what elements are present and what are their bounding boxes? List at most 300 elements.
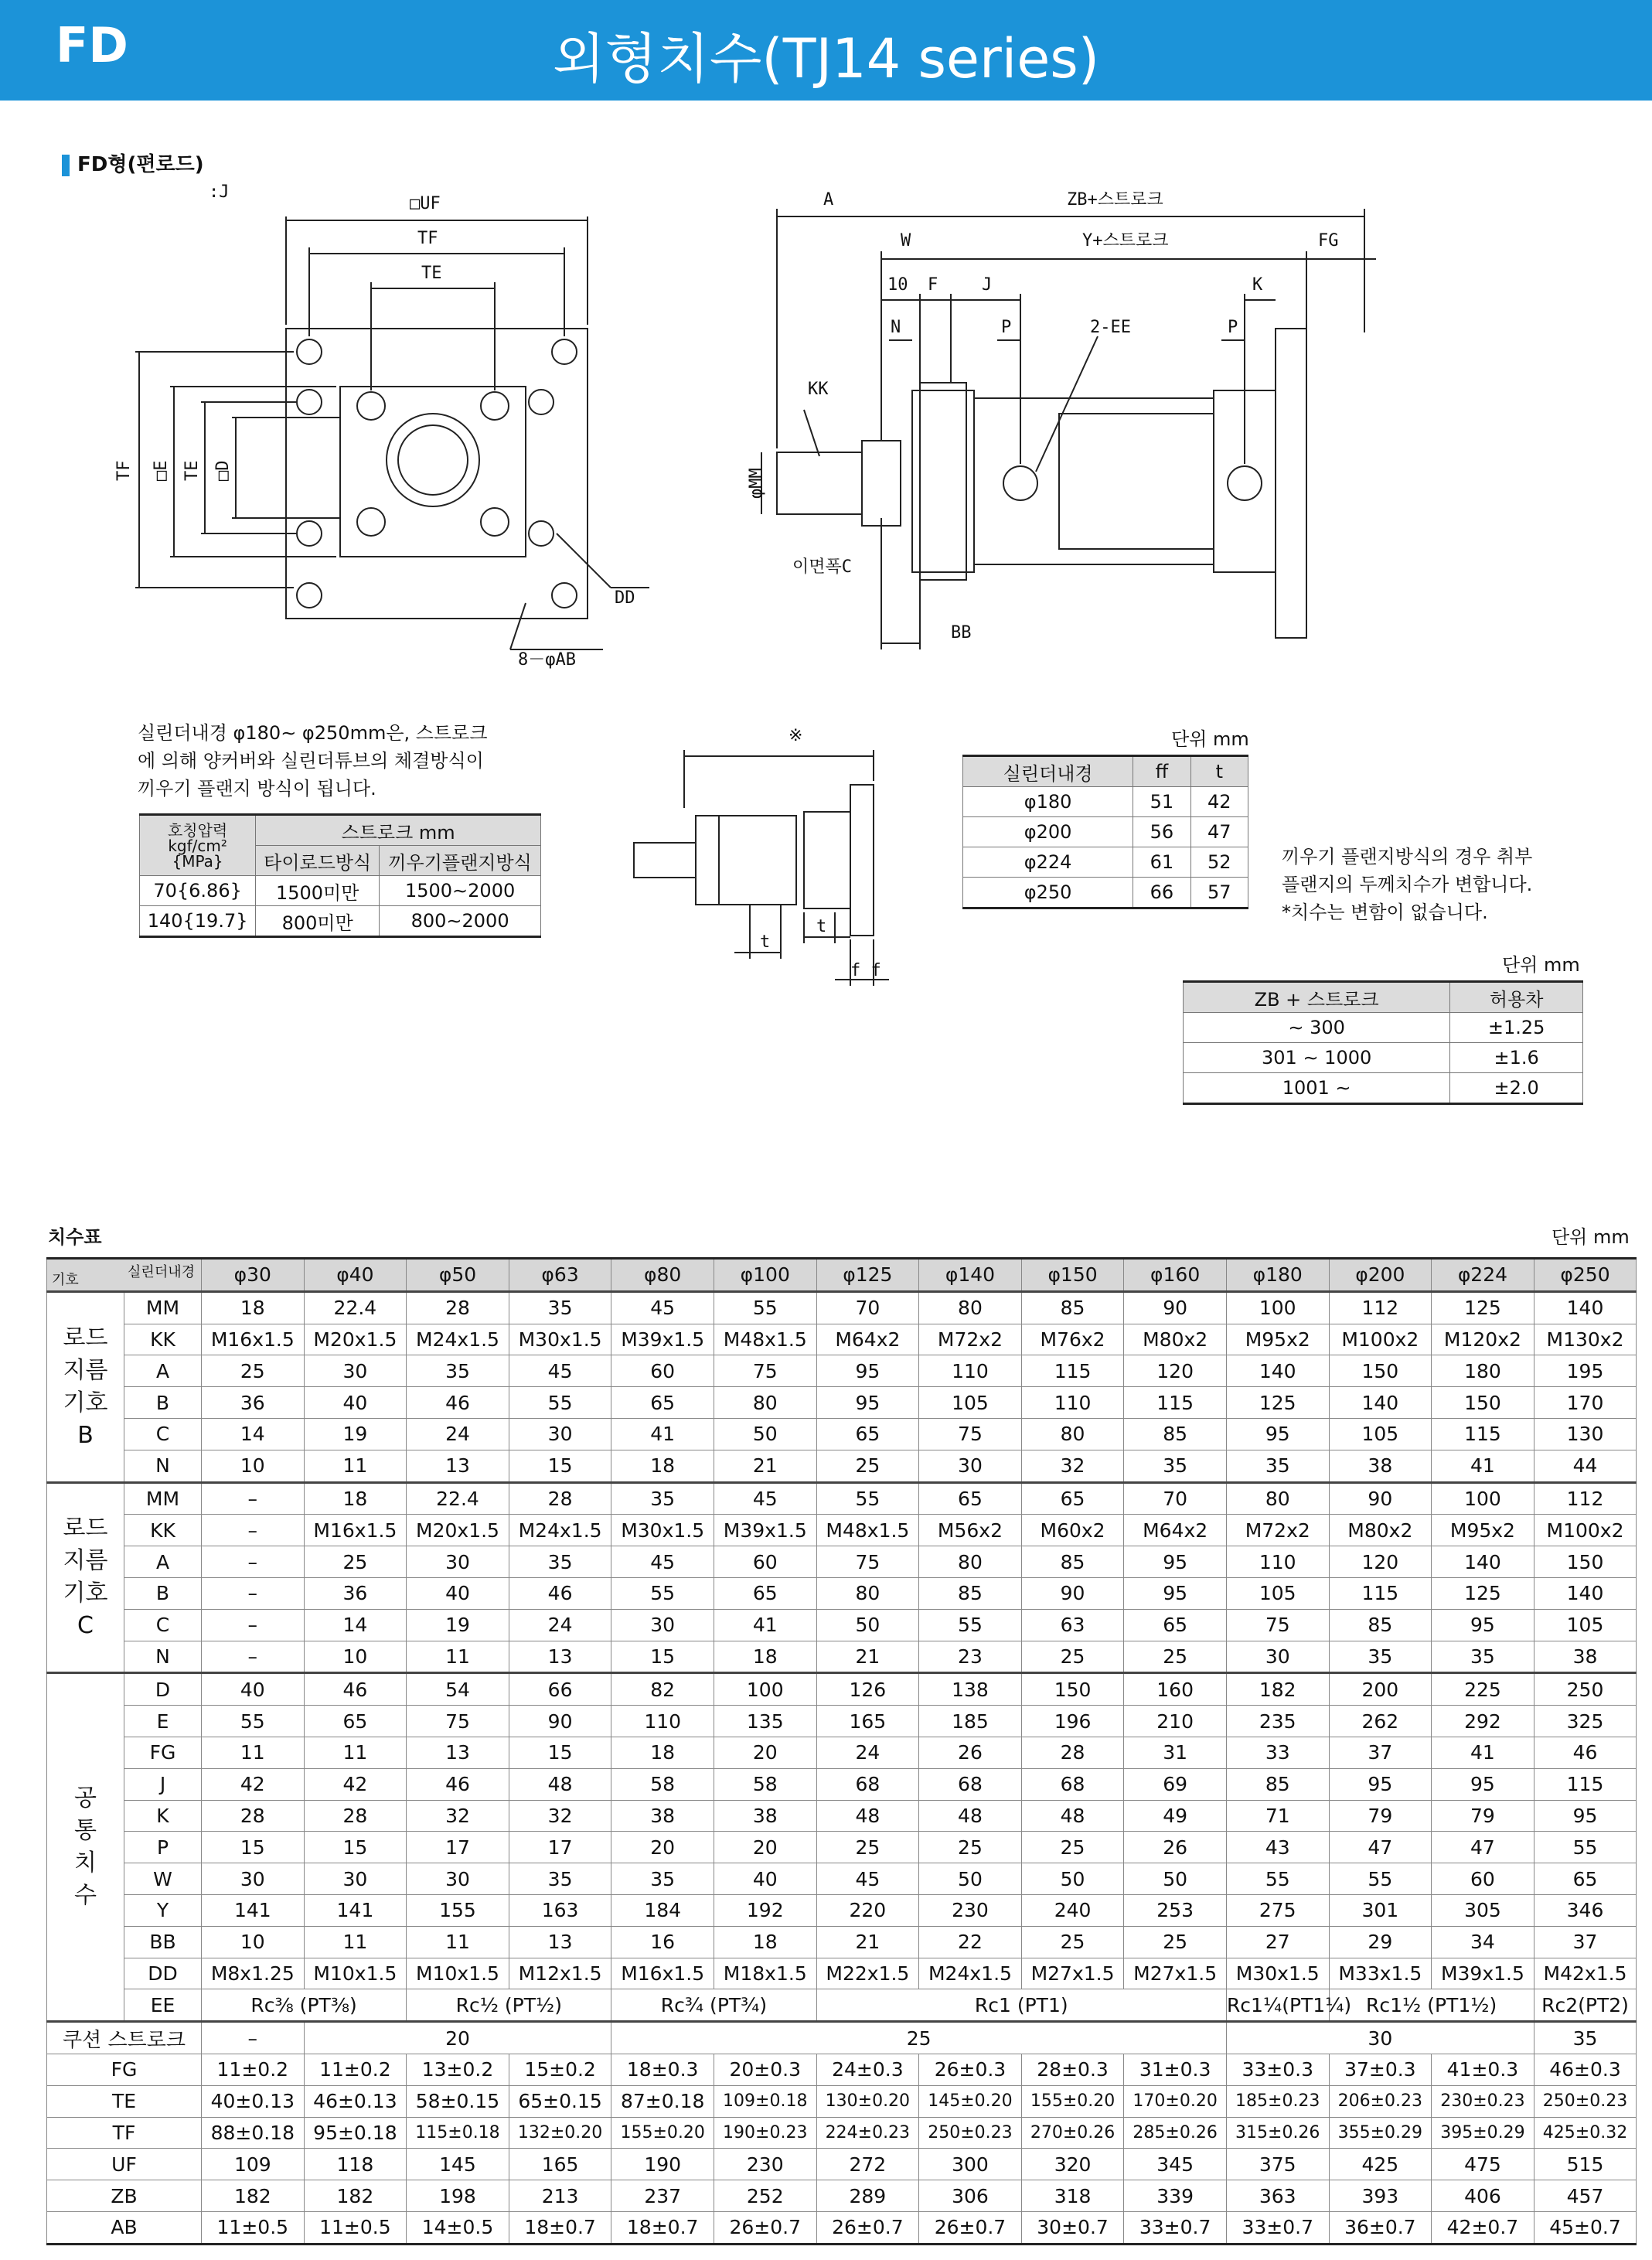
table-cell: 198 — [407, 2180, 509, 2212]
table-row — [47, 1958, 1637, 1989]
table-cell: M120x2 — [1432, 1324, 1534, 1355]
table-cell: Rc1 (PT1) — [816, 1989, 1226, 2022]
table-cell: 120 — [1329, 1546, 1432, 1578]
table-cell: 75 — [816, 1546, 919, 1578]
table-cell: φ224 — [963, 847, 1133, 878]
symbol-cell: P — [124, 1832, 202, 1863]
series-code: FD — [56, 17, 128, 73]
table-cell: 58 — [611, 1768, 714, 1800]
pressure-header-line: {MPa} — [172, 851, 223, 871]
table-cell: 42 — [202, 1768, 305, 1800]
table-cell: 38 — [714, 1800, 816, 1832]
table-cell: M72x2 — [919, 1324, 1022, 1355]
table-cell: 26 — [1124, 1832, 1227, 1863]
table-cell: 29 — [1329, 1926, 1432, 1958]
label-uf: □UF — [410, 194, 441, 213]
table-cell: 185 — [919, 1706, 1022, 1737]
table-cell: 95 — [1124, 1546, 1227, 1578]
label-fg: FG — [1318, 231, 1339, 251]
table-cell: M95x2 — [1226, 1324, 1329, 1355]
table-row — [47, 1894, 1637, 1926]
table-cell: 90 — [509, 1706, 611, 1737]
symbol-cell: C — [124, 1418, 202, 1450]
table-row — [47, 2149, 1637, 2180]
symbol-cell: D — [124, 1673, 202, 1706]
table-cell: 82 — [611, 1673, 714, 1706]
table-cell: 225 — [1432, 1673, 1534, 1706]
table-cell: 28 — [407, 1291, 509, 1324]
table-cell: ±1.25 — [1450, 1013, 1583, 1043]
bore-header: φ160 — [1124, 1259, 1227, 1292]
table-header: ZB + 스트로크 — [1184, 982, 1450, 1013]
table-row — [47, 1609, 1637, 1641]
symbol-cell: Y — [124, 1894, 202, 1926]
table-cell: M100x2 — [1534, 1515, 1637, 1546]
symbol-cell: AB — [47, 2211, 202, 2244]
table-cell: 112 — [1534, 1482, 1637, 1515]
table-cell: 25 — [1021, 1641, 1124, 1673]
label-p2: P — [1228, 318, 1238, 337]
table-cell: 318 — [1021, 2180, 1124, 2212]
table-cell: 60 — [1432, 1863, 1534, 1895]
table-cell: 85 — [1226, 1768, 1329, 1800]
table-cell: 395±0.29 — [1432, 2117, 1534, 2149]
symbol-cell: KK — [124, 1515, 202, 1546]
zb-tolerance-table — [1183, 980, 1583, 1105]
table-row — [47, 1482, 1637, 1515]
table-cell: 38 — [1534, 1641, 1637, 1673]
table-row — [47, 1926, 1637, 1958]
table-cell: 250±0.23 — [919, 2117, 1022, 2149]
table-cell: 1500미만 — [256, 876, 380, 906]
table-cell: 14 — [202, 1418, 305, 1450]
table-cell: 301 ∼ 1000 — [1184, 1043, 1450, 1073]
table-cell: 170 — [1534, 1387, 1637, 1419]
table-cell: M20x1.5 — [304, 1324, 407, 1355]
table-row — [47, 1989, 1637, 2022]
table-cell: 145±0.20 — [919, 2085, 1022, 2117]
table-row — [47, 2054, 1637, 2085]
table-cell: 36 — [304, 1577, 407, 1609]
table-header: ff — [1133, 756, 1190, 787]
table-cell: 65 — [919, 1482, 1022, 1515]
table-cell: 70 — [1124, 1482, 1227, 1515]
table-row — [47, 1863, 1637, 1895]
table-cell: 45 — [816, 1863, 919, 1895]
table-row — [47, 2211, 1637, 2244]
table-cell: 15±0.2 — [509, 2054, 611, 2085]
table-cell: 37 — [1534, 1926, 1637, 1958]
table-row — [47, 2085, 1637, 2117]
table-cell: 40 — [202, 1673, 305, 1706]
table-cell: 10 — [202, 1450, 305, 1482]
label-j: J — [982, 275, 993, 295]
bore-header: φ40 — [304, 1259, 407, 1292]
table-cell: – — [202, 1577, 305, 1609]
table-cell: 28±0.3 — [1021, 2054, 1124, 2085]
table-cell: 20 — [714, 1832, 816, 1863]
group-label — [47, 1482, 124, 1673]
table-cell: 130 — [1534, 1418, 1637, 1450]
table-cell: M72x2 — [1226, 1515, 1329, 1546]
table-cell: 60 — [611, 1355, 714, 1387]
symbol-cell: E — [124, 1706, 202, 1737]
table-cell: 301 — [1329, 1894, 1432, 1926]
table-cell: 375 — [1226, 2149, 1329, 2180]
table-cell: 60 — [714, 1546, 816, 1578]
table-cell: M48x1.5 — [816, 1515, 919, 1546]
table-cell: 475 — [1432, 2149, 1534, 2180]
table-cell: M39x1.5 — [1432, 1958, 1534, 1989]
table-cell: 54 — [407, 1673, 509, 1706]
mark-symbol: ※ — [789, 726, 803, 745]
table-cell: 95 — [1432, 1609, 1534, 1641]
table-cell: M16x1.5 — [304, 1515, 407, 1546]
table-cell: 15 — [304, 1832, 407, 1863]
table-cell: 11±0.2 — [304, 2054, 407, 2085]
group-label-line: 수 — [74, 1882, 97, 1910]
table-cell: 213 — [509, 2180, 611, 2212]
table-cell: 88±0.18 — [202, 2117, 305, 2149]
table-cell: 30 — [1226, 2022, 1534, 2054]
section-title — [62, 148, 204, 177]
table-cell: 210 — [1124, 1706, 1227, 1737]
table-cell: 85 — [1021, 1546, 1124, 1578]
note2-line: 끼우기 플랜지방식의 경우 취부 — [1282, 846, 1533, 868]
corner-header — [47, 1259, 202, 1292]
table-cell: 79 — [1329, 1800, 1432, 1832]
table-cell: 289 — [816, 2180, 919, 2212]
table-cell: 170±0.20 — [1124, 2085, 1227, 2117]
table-cell: 346 — [1534, 1894, 1637, 1926]
table-cell: 30±0.7 — [1021, 2211, 1124, 2244]
table-cell: 75 — [714, 1355, 816, 1387]
symbol-cell: ZB — [47, 2180, 202, 2212]
table-cell: 145 — [407, 2149, 509, 2180]
table-cell: M20x1.5 — [407, 1515, 509, 1546]
table-row — [47, 1355, 1637, 1387]
table-cell: 18 — [202, 1291, 305, 1324]
table-row — [47, 1546, 1637, 1578]
table-cell: 80 — [1021, 1418, 1124, 1450]
table-row — [963, 847, 1248, 878]
dim-table-title: 치수표 — [48, 1226, 102, 1248]
table-cell: 71 — [1226, 1800, 1329, 1832]
table-cell: 58 — [714, 1768, 816, 1800]
symbol-cell: FG — [124, 1737, 202, 1768]
table-cell: 305 — [1432, 1894, 1534, 1926]
table-cell: 16 — [611, 1926, 714, 1958]
table-cell: 150 — [1329, 1355, 1432, 1387]
group-label — [47, 1291, 124, 1482]
table-cell: 70 — [816, 1291, 919, 1324]
table-cell: 40 — [714, 1863, 816, 1895]
table-cell: 105 — [919, 1387, 1022, 1419]
table-row — [47, 2117, 1637, 2149]
table-cell: 34 — [1432, 1926, 1534, 1958]
symbol-cell: B — [124, 1577, 202, 1609]
table-cell: – — [202, 1609, 305, 1641]
table-cell: 85 — [1124, 1418, 1227, 1450]
table-cell: 35 — [1124, 1450, 1227, 1482]
table-cell: M76x2 — [1021, 1324, 1124, 1355]
table-cell: 35 — [1226, 1450, 1329, 1482]
table-cell: 20 — [611, 1832, 714, 1863]
table-cell: 26±0.3 — [919, 2054, 1022, 2085]
section-title-text: FD형(편로드) — [77, 153, 204, 176]
table-cell: 48 — [816, 1800, 919, 1832]
table-cell: 31±0.3 — [1124, 2054, 1227, 2085]
table-cell: – — [202, 1515, 305, 1546]
table-cell: 252 — [714, 2180, 816, 2212]
table-cell: 32 — [1021, 1450, 1124, 1482]
table-cell: 65 — [1534, 1863, 1637, 1895]
table-cell: 35 — [407, 1355, 509, 1387]
table-cell: 33±0.7 — [1226, 2211, 1329, 2244]
table-cell: 13 — [509, 1926, 611, 1958]
tie-rod-header: 타이로드방식 — [256, 846, 380, 876]
label-zb: ZB+스트로크 — [1067, 190, 1163, 210]
table-cell: 95 — [1226, 1418, 1329, 1450]
table-cell: 292 — [1432, 1706, 1534, 1737]
symbol-cell: MM — [124, 1482, 202, 1515]
label-c: 이면폭C — [792, 557, 853, 577]
table-row — [47, 1832, 1637, 1863]
table-cell: 21 — [816, 1926, 919, 1958]
table-cell: 18 — [611, 1737, 714, 1768]
label-ee: 2-EE — [1090, 318, 1131, 337]
table-row — [47, 1706, 1637, 1737]
table-cell: 11 — [407, 1926, 509, 1958]
table-cell: 41 — [714, 1609, 816, 1641]
symbol-cell: TE — [47, 2085, 202, 2117]
table-cell: 55 — [509, 1387, 611, 1419]
pressure-header-line: 호칭압력 — [167, 820, 228, 840]
table-cell: 46 — [304, 1673, 407, 1706]
table-cell: 85 — [919, 1577, 1022, 1609]
symbol-cell: A — [124, 1546, 202, 1578]
bore-header: φ100 — [714, 1259, 816, 1292]
table-cell: M60x2 — [1021, 1515, 1124, 1546]
table-cell: 61 — [1133, 847, 1190, 878]
table-cell: 15 — [509, 1737, 611, 1768]
table-cell: 150 — [1021, 1673, 1124, 1706]
table-cell: 15 — [509, 1450, 611, 1482]
table-cell: 95 — [816, 1355, 919, 1387]
table-cell: 65 — [1021, 1482, 1124, 1515]
table-cell: 57 — [1190, 878, 1248, 908]
table-cell: 105 — [1226, 1577, 1329, 1609]
table-cell: Rc⅜ (PT⅜) — [202, 1989, 407, 2022]
table-cell: 24 — [407, 1418, 509, 1450]
table-cell: M27x1.5 — [1124, 1958, 1227, 1989]
table-cell: 41 — [1432, 1450, 1534, 1482]
table-cell: 115 — [1534, 1768, 1637, 1800]
table-cell: M24x1.5 — [407, 1324, 509, 1355]
table-cell: 140 — [1432, 1546, 1534, 1578]
symbol-cell: C — [124, 1609, 202, 1641]
table-cell: 230±0.23 — [1432, 2085, 1534, 2117]
table-cell: 30 — [509, 1418, 611, 1450]
table-cell: 18±0.7 — [509, 2211, 611, 2244]
table-cell: 406 — [1432, 2180, 1534, 2212]
table-cell: 95 — [816, 1387, 919, 1419]
group-label-line: 통 — [74, 1817, 97, 1845]
table-cell: 125 — [1432, 1577, 1534, 1609]
table-cell: 55 — [714, 1291, 816, 1324]
table-cell: 140 — [1534, 1577, 1637, 1609]
table-cell: 32 — [407, 1800, 509, 1832]
group-label-line: 공 — [74, 1784, 97, 1812]
label-tf: TF — [417, 229, 438, 248]
group-label-line: 기호 — [63, 1580, 108, 1607]
table-cell: 109±0.18 — [714, 2085, 816, 2117]
table-cell: 55 — [202, 1706, 305, 1737]
table-cell: 140{19.7} — [140, 906, 256, 937]
table-cell: 393 — [1329, 2180, 1432, 2212]
table-cell: 85 — [1329, 1609, 1432, 1641]
table-row — [140, 906, 541, 937]
side-view-drawing — [696, 186, 1438, 657]
table-cell: 13 — [407, 1737, 509, 1768]
group-label-line: 로드 — [63, 1515, 108, 1542]
table-cell: 800미만 — [256, 906, 380, 937]
table-cell: 25 — [1021, 1832, 1124, 1863]
table-cell: 320 — [1021, 2149, 1124, 2180]
table-cell: M10x1.5 — [407, 1958, 509, 1989]
table-cell: 180 — [1432, 1355, 1534, 1387]
table-header: 실린더내경 — [963, 756, 1133, 787]
symbol-cell: UF — [47, 2149, 202, 2180]
flange-thickness-table — [962, 755, 1248, 909]
table-cell: M64x2 — [816, 1324, 919, 1355]
table-row — [47, 1641, 1637, 1673]
table-cell: 26±0.7 — [919, 2211, 1022, 2244]
table-cell: 36 — [202, 1387, 305, 1419]
symbol-cell: MM — [124, 1291, 202, 1324]
table-cell: 55 — [919, 1609, 1022, 1641]
table-cell: 17 — [407, 1832, 509, 1863]
table-cell: 25 — [919, 1832, 1022, 1863]
bore-header: φ180 — [1226, 1259, 1329, 1292]
table-cell: 65±0.15 — [509, 2085, 611, 2117]
page-header — [0, 0, 1652, 101]
table-cell: 15 — [611, 1641, 714, 1673]
table-cell: 27 — [1226, 1926, 1329, 1958]
table-cell: 253 — [1124, 1894, 1227, 1926]
section-bar — [62, 155, 70, 176]
table-cell: – — [202, 1641, 305, 1673]
group-label-line: 로드 — [63, 1324, 108, 1352]
table-cell: 140 — [1226, 1355, 1329, 1387]
table-cell: 10 — [304, 1641, 407, 1673]
table-cell: M56x2 — [919, 1515, 1022, 1546]
table-cell: 28 — [304, 1800, 407, 1832]
table-cell: 25 — [1021, 1926, 1124, 1958]
table-cell: 24 — [816, 1737, 919, 1768]
note1-line: 에 의해 양커버와 실린더튜브의 체결방식이 — [138, 750, 484, 772]
symbol-cell: BB — [124, 1926, 202, 1958]
group-label-line: 치 — [74, 1849, 97, 1877]
table-cell: 79 — [1432, 1800, 1534, 1832]
table-cell: 100 — [1432, 1482, 1534, 1515]
table-cell: 125 — [1432, 1291, 1534, 1324]
table-cell: 65 — [611, 1387, 714, 1419]
table-cell: 69 — [1124, 1768, 1227, 1800]
label-e-vertical: □E — [152, 460, 171, 481]
table-cell: φ250 — [963, 878, 1133, 908]
table-cell: 25 — [1124, 1926, 1227, 1958]
pressure-header-line: kgf/cm² — [168, 836, 227, 855]
dimension-table — [46, 1257, 1637, 2245]
bore-header: φ150 — [1021, 1259, 1124, 1292]
table-cell: 306 — [919, 2180, 1022, 2212]
table-cell: ±2.0 — [1450, 1073, 1583, 1104]
table-cell: 115 — [1329, 1577, 1432, 1609]
corner-symbol-label: 기호 — [52, 1271, 79, 1288]
table-cell: 95 — [1329, 1768, 1432, 1800]
table-cell: 19 — [304, 1418, 407, 1450]
table-cell: 50 — [714, 1418, 816, 1450]
table-cell: 70{6.86} — [140, 876, 256, 906]
table-cell: 11 — [304, 1737, 407, 1768]
table-cell: 50 — [1124, 1863, 1227, 1895]
table-cell: 28 — [509, 1482, 611, 1515]
table-cell: 163 — [509, 1894, 611, 1926]
table-cell: 75 — [407, 1706, 509, 1737]
note-flange-thickness — [1282, 843, 1532, 926]
table-cell: 33±0.7 — [1124, 2211, 1227, 2244]
table-cell: 11±0.5 — [304, 2211, 407, 2244]
table-row — [1184, 1073, 1583, 1104]
label-t: t — [816, 917, 827, 936]
table-cell: 66 — [509, 1673, 611, 1706]
table-cell: 17 — [509, 1832, 611, 1863]
table-cell: 13±0.2 — [407, 2054, 509, 2085]
bore-header: φ50 — [407, 1259, 509, 1292]
table-row — [963, 878, 1248, 908]
table-cell: 141 — [202, 1894, 305, 1926]
label-ab: 8－φAB — [518, 650, 576, 670]
table-cell: 30 — [407, 1546, 509, 1578]
label-tf-vertical: TF — [114, 460, 134, 481]
table-cell: 272 — [816, 2149, 919, 2180]
table-cell: 19 — [407, 1609, 509, 1641]
bore-header: φ125 — [816, 1259, 919, 1292]
table-cell: 165 — [509, 2149, 611, 2180]
table-cell: 48 — [509, 1768, 611, 1800]
table-cell: 14±0.5 — [407, 2211, 509, 2244]
table-cell: 230 — [714, 2149, 816, 2180]
symbol-cell: K — [124, 1800, 202, 1832]
table-cell: 363 — [1226, 2180, 1329, 2212]
table-cell: 36±0.7 — [1329, 2211, 1432, 2244]
table-cell: 224±0.23 — [816, 2117, 919, 2149]
table-row — [47, 1673, 1637, 1706]
table-cell: 140 — [1329, 1387, 1432, 1419]
table-cell: 35 — [509, 1863, 611, 1895]
table-cell: 110 — [1021, 1387, 1124, 1419]
table-cell: 262 — [1329, 1706, 1432, 1737]
bore-header: φ250 — [1534, 1259, 1637, 1292]
symbol-cell: N — [124, 1450, 202, 1482]
label-10: 10 — [887, 275, 908, 295]
table-cell: 22.4 — [407, 1482, 509, 1515]
label-k: K — [1252, 275, 1263, 295]
table-cell: 425±0.32 — [1534, 2117, 1637, 2149]
ff-table-unit: 단위 mm — [1171, 728, 1249, 750]
table-cell: 135 — [714, 1706, 816, 1737]
